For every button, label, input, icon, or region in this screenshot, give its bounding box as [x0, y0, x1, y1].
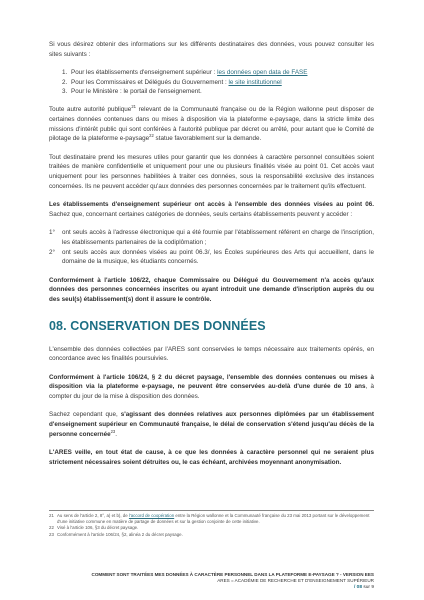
retention-paragraph: Conformément à l'article 106/24, § 2 du décret paysage, l'ensemble des données contenues ou mises à disposition via la plateforme e-paysage, ne peuvent être conservées au-delà d'une durée de 10 ans, à compter du jour de la mise à disposition des données. — [49, 373, 374, 400]
footnote-ref: 21 — [131, 104, 136, 110]
destruction-paragraph: L'ARES veille, en tout état de cause, à ce que les données à caractère personnel qui ne seraient plus strictement nécessaires soient détruites ou, le cas échéant, archivées moyennant anonymisation. — [49, 449, 374, 466]
section-title: 08. CONSERVATION DES DONNÉES — [49, 318, 266, 333]
footnotes — [49, 510, 374, 538]
footnote-ref: 23 — [110, 428, 116, 434]
commissioner-paragraph: Conformément à l'article 106/22, chaque Commissaire ou Délégué du Gouvernement n'a accès qu'aux données des personnes concernées inscrites ou ayant introduit une demande d'inscription auprès du ou des seul(s) établissement(s) dont il assure le contrôle. — [49, 276, 374, 303]
list-item: 1. Pour les établissements d'enseignement supérieur : les données open data de FASE — [69, 68, 374, 77]
recipient-paragraph: Tout destinataire prend les mesures utiles pour garantir que les données à caractère personnel consultées soient traitées de manière confidentielle et uniquement pour une ou plusieurs finalités visée au point 01. Cet accès vaut uniquement pour les personnes habilitées à traiter ces données, sous la responsabilité exclusive des instances concernées. Ils ne peuvent accéder qu'aux données des personnes concernées par le traitement qu'ils effectuent. — [49, 153, 374, 190]
footnote: 23 Conformément à l'article 106/24, §2, alinéa 2 du décret paysage. — [49, 531, 183, 537]
main-content — [49, 40, 374, 476]
list-item: 2. Pour les Commissaires et Délégués du Gouvernement : le site institutionnel — [69, 78, 374, 87]
list-item: 2° ont seuls accès aux données visées au point 06.3/, les Écoles supérieures des Arts qui accueillent, dans le domaine de la musique, les étudiants concernés. — [49, 248, 374, 266]
public-authority-paragraph: Toute autre autorité publique$^{21}$ relevant de la Communauté française ou de la Région wallonne peut disposer de certaines données contenues dans ou mises à disposition via la plateforme e-paysage, dans la stricte limite des missions d'intérêt public qui sont conférées à l'autorité publique par décret ou arrêté, pour autant que le Comité de pilotage de la plateforme e-paysage$^{22}$ statue favorablement sur la demande. — [49, 104, 374, 143]
access-list — [49, 228, 374, 266]
institutional-site-link[interactable]: le site institutionnel — [228, 78, 282, 86]
fase-link[interactable]: les données open data de FASE — [217, 69, 308, 77]
list-item: 1° ont seuls accès à l'adresse électronique qui a été fournie par l'établissement référent en charge de l'inscription, les établissements partenaires de la codiplômation ; — [49, 229, 374, 246]
ares-paragraph: L'ensemble des données collectées par l'ARES sont conservées le temps nécessaire aux traitements opérés, en concordance avec les finalités poursuivies. — [49, 345, 374, 363]
footer-title: COMMENT SONT TRAITÉES MES DONNÉES À CARACTÈRE PERSONNEL DANS LA PLATEFORME E-PAYSAGE ? - VERSION EES — [91, 572, 374, 577]
footnote: 21 Au sens de l'article 2, 8°, a) et b), de l'accord de coopération entre la Région wallonne et la Communauté française du 23 mai 2013 portant sur le développement d'une initiative commune en matière de partage de données et sur la gestion conjointe de cette initiative. — [49, 513, 370, 525]
graduates-paragraph: Sachez cependant que, s'agissant des données relatives aux personnes diplômées par un établissement d'enseignement supérieur en Communauté française, le délai de conservation s'étend jusqu'au décès de la personne concernée$^{23}$. — [49, 411, 375, 438]
list-item: 3. Pour le Ministère : le portail de l'enseignement. — [69, 87, 374, 96]
sites-list — [49, 68, 374, 96]
cooperation-agreement-link[interactable]: l'accord de coopération — [128, 513, 175, 518]
footnote-ref: 22 — [149, 133, 154, 139]
footnote: 22 Visé à l'article 106, §3 du décret paysage. — [49, 525, 139, 531]
page-footer — [92, 572, 374, 591]
page-number: / 08 sur 9 — [353, 584, 374, 590]
intro-paragraph: Si vous désirez obtenir des informations sur les différents destinataires des données, vous pouvez consulter les sites suivants : — [49, 41, 374, 58]
institutions-paragraph: Les établissements d'enseignement supérieur ont accès à l'ensemble des données visées au point 06. Sachez que, concernant certaines catégories de données, seuls certains établissements peuvent y accéder : — [49, 201, 374, 218]
footer-subtitle: ARES = ACADÉMIE DE RECHERCHE ET D'ENSEIGNEMENT SUPÉRIEUR — [217, 578, 374, 584]
